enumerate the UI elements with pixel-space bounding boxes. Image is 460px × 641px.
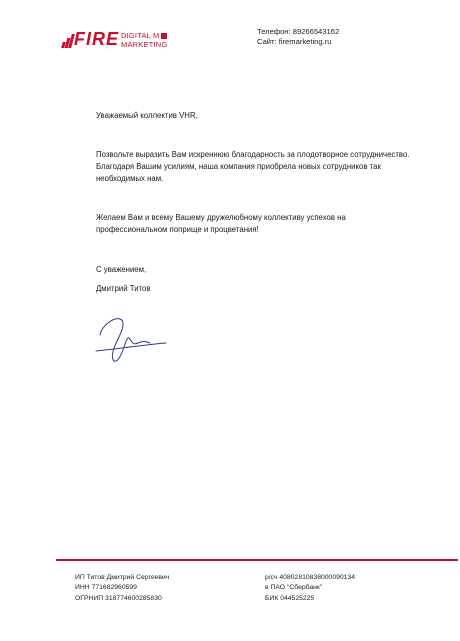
paragraph-1-line-2: Благодаря Вашим усилиям, наша компания приобрела новых сотрудников так — [96, 161, 381, 171]
contact-phone: Телефон: 89266543162 — [257, 27, 340, 36]
logo-tagline — [121, 31, 167, 49]
paragraph-1-line-1: Позвольте выразить Вам искреннюю благодарность за плодотворное сотрудничество. — [96, 150, 410, 159]
footer-divider — [56, 559, 458, 561]
letter-paragraph-1 — [96, 149, 416, 184]
footer-left-line-3: ОГРНИП 318774600285830 — [75, 594, 162, 602]
letter-signer: Дмитрий Титов — [96, 284, 151, 293]
contact-site: Сайт: firemarketing.ru — [257, 37, 332, 46]
footer-requisites-right — [265, 573, 355, 604]
paragraph-2-line-2: профессиональном поприще и процветания! — [96, 224, 259, 234]
footer-right-line-1: р/сч 40802810838000090134 — [265, 574, 356, 581]
logo-brand: FIRE — [74, 29, 120, 49]
footer-right-line-3: БИК 044525225 — [265, 594, 315, 602]
letter-closing: С уважением, — [96, 265, 147, 274]
footer-left-line-1: ИП Титов Дмитрий Сергеевич — [75, 574, 170, 581]
paragraph-2-line-1: Желаем Вам и всему Вашему дружелюбному коллективу успехов на — [96, 213, 346, 222]
logo-tagline-line2: MARKETING — [121, 40, 168, 49]
logo-tagline-line1: DIGITAL M — [121, 31, 160, 40]
logo-square-icon — [161, 33, 167, 39]
handwritten-signature — [92, 305, 172, 365]
letter-paragraph-2 — [96, 212, 416, 236]
header-contacts — [257, 27, 339, 47]
footer-right-line-2: в ПАО "Сбербанк" — [265, 584, 323, 592]
letter-greeting: Уважаемый коллектив VHR, — [96, 111, 198, 120]
paragraph-1-line-3: необходимых нам. — [96, 173, 164, 183]
footer-requisites-left — [75, 573, 169, 604]
footer-left-line-2: ИНН 771682960599 — [75, 584, 137, 592]
